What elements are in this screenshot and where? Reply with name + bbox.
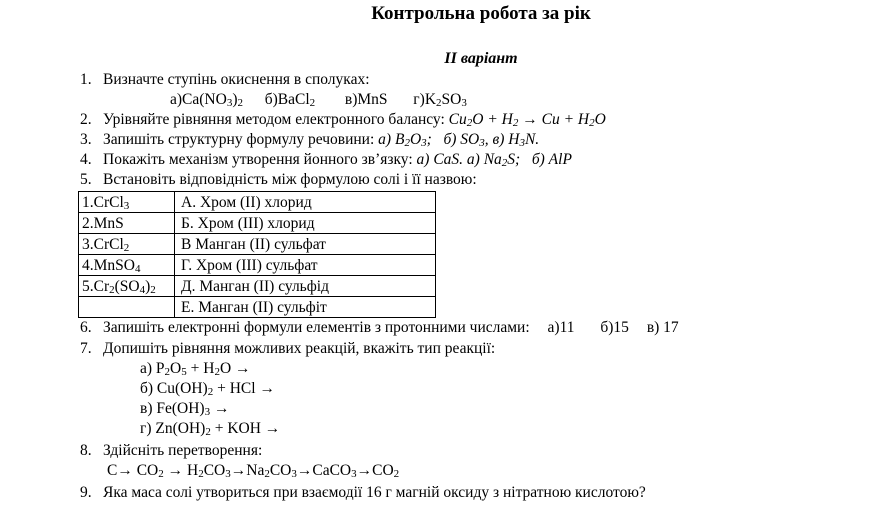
question-text: Яка маса солі утвориться при взаємодії 16 г магній оксиду з нітратною кислотою? — [103, 484, 646, 501]
formula-cell — [79, 297, 175, 318]
table-row — [79, 213, 436, 234]
option-b: б)BaCl$_2$ — [264, 91, 316, 109]
question-number: 2. — [80, 111, 92, 128]
question-3 — [80, 130, 539, 150]
question-text: Запишіть структурну формулу речовини: — [103, 131, 379, 148]
question-text: Здійсніть перетворення: — [103, 442, 263, 459]
page-title: Контрольна робота за рік — [371, 3, 591, 24]
question-number: 7. — [80, 340, 92, 357]
option-b: б)15 — [600, 319, 629, 336]
formula-cell: 1.CrCl$_3$ — [79, 192, 175, 213]
name-cell: Д. Манган (ІІ) сульфід — [175, 276, 436, 297]
question-9 — [80, 483, 646, 503]
table-row — [79, 192, 436, 213]
matching-table — [78, 191, 436, 318]
question-6 — [80, 318, 679, 338]
question-1-options — [170, 90, 467, 110]
question-text: Покажіть механізм утворення йонного зв’язку: — [103, 151, 417, 168]
question-text: Запишіть електронні формули елементів з протонними числами: — [103, 319, 530, 336]
question-number: 9. — [80, 484, 92, 501]
question-text: Допишіть рівняння можливих реакцій, вкажіть тип реакції: — [103, 340, 496, 357]
option-c: в) 17 — [646, 319, 679, 336]
option-a: а) $B_2O_3$; — [378, 131, 432, 149]
reaction-c: в) $Fe(OH)_3$ → — [140, 400, 230, 418]
name-cell: Г. Хром (ІІІ) сульфат — [175, 255, 436, 276]
table-row — [79, 234, 436, 255]
formula-cell: 3.CrCl$_2$ — [79, 234, 175, 255]
option-b: б) AlP — [531, 151, 572, 168]
name-cell: Б. Хром (ІІІ) хлорид — [175, 213, 436, 234]
formula-cell: 4.MnSO$_4$ — [79, 255, 175, 276]
option-a: а) CaS. а) $Na_2S$; — [416, 151, 521, 169]
question-2 — [80, 110, 606, 130]
formula-cell: $5.Cr_2(SO_4)_2$ — [79, 276, 175, 297]
name-cell: А. Хром (ІІ) хлорид — [175, 192, 436, 213]
question-number: 3. — [80, 131, 92, 148]
option-d: $г)K_2SO_3$ — [413, 91, 467, 109]
question-7 — [80, 339, 495, 359]
reaction-a: а) $P_2O_5 + H_2O$ → — [140, 360, 251, 378]
question-text: Визначте ступінь окиснення в сполуках: — [103, 71, 370, 88]
equation: $Cu_2O + H_2 \to Cu + H_2O$ — [448, 111, 606, 129]
table-row — [79, 255, 436, 276]
option-a: $а)Ca(NO_3)_2$ — [170, 91, 243, 109]
table-row — [79, 297, 436, 318]
reaction-d: г) $Zn(OH)_2$ + KOH → — [140, 420, 281, 438]
name-cell: Е. Манган (ІІ) сульфіт — [175, 297, 436, 318]
question-number: 6. — [80, 319, 92, 336]
option-c: в)MnS — [344, 91, 388, 108]
transformation-chain: $C\to CO_2$ → $H_2CO_3\to Na_2CO_3\to CaCO_3\to CO_2$ — [107, 462, 400, 480]
question-8 — [80, 441, 262, 461]
question-number: 5. — [80, 171, 92, 188]
option-b: б) $SO_3$, — [443, 131, 489, 149]
variant-heading: II варіант — [444, 50, 518, 67]
question-1 — [80, 70, 370, 90]
table-row — [79, 276, 436, 297]
question-text: Встановіть відповідність між формулою солі і її назвою: — [103, 171, 477, 188]
question-5 — [80, 170, 477, 190]
question-number: 8. — [80, 442, 92, 459]
name-cell: В Манган (ІІ) сульфат — [175, 234, 436, 255]
question-text: Урівняйте рівняння методом електронного балансу: — [103, 111, 449, 128]
option-c: в) $H_3N$. — [492, 131, 540, 149]
formula-cell: 2.MnS — [79, 213, 175, 234]
question-number: 1. — [80, 71, 92, 88]
question-4 — [80, 150, 572, 170]
option-a: а)11 — [547, 319, 575, 336]
question-number: 4. — [80, 151, 92, 168]
reaction-b: б) $Cu(OH)_2$ + HCl → — [140, 380, 275, 398]
